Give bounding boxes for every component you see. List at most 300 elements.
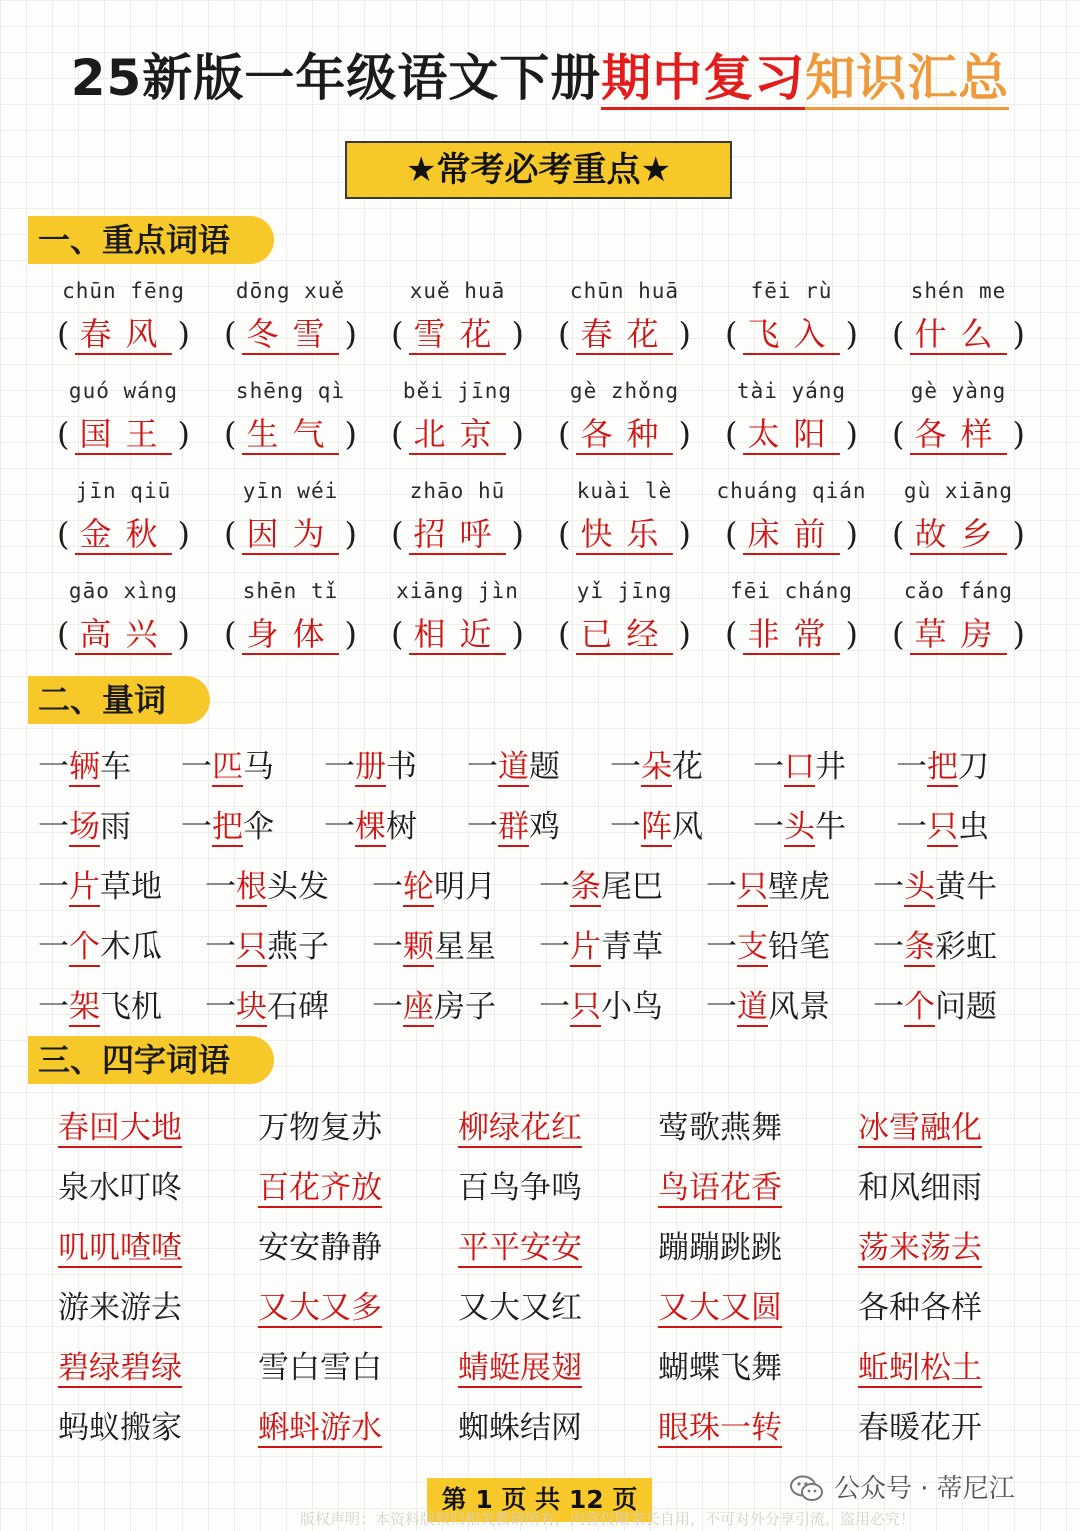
word-pinyin: gāo xìng [68,579,179,603]
idiom-row [58,1342,1058,1387]
word-bracket: ( 招呼 ) [391,515,524,553]
measure-word-prefix: 一 [38,989,69,1025]
idiom-text: 柳绿花红 [458,1110,582,1146]
word-item [541,476,708,562]
word-item [207,376,374,462]
measure-word-noun: 马 [243,749,274,785]
word-hanzi: 故乡 [910,515,1006,555]
word-pinyin: zhāo hū [409,479,506,503]
word-row [40,576,1044,662]
idiom-text: 又大又多 [258,1290,382,1326]
measure-word-noun: 星星 [434,929,496,965]
measure-word-noun: 明月 [434,869,496,905]
measure-word: 条 [904,929,935,965]
measure-word-item [372,921,539,966]
measure-word-prefix: 一 [324,809,355,845]
idiom-text: 又大又圆 [658,1290,782,1326]
word-item [374,576,541,662]
measure-word-prefix: 一 [610,749,641,785]
measure-word-noun: 刀 [958,749,989,785]
measure-word-prefix: 一 [753,809,784,845]
measure-word-prefix: 一 [181,809,212,845]
idiom-text: 各种各样 [858,1290,982,1326]
word-bracket: ( 春花 ) [558,315,691,353]
word-item [875,476,1042,562]
measure-word-prefix: 一 [706,989,737,1025]
measure-word-prefix: 一 [706,869,737,905]
word-pinyin: gù xiāng [903,479,1014,503]
word-item [374,376,541,462]
page-indicator: 第 1 页 共 12 页 [427,1478,652,1522]
word-item [541,276,708,362]
measure-word-item [38,741,181,786]
measure-word-prefix: 一 [873,989,904,1025]
idiom-item [58,1162,258,1207]
measure-word-prefix: 一 [324,749,355,785]
word-bracket: ( 飞入 ) [725,315,858,353]
idiom-text: 冰雪融化 [858,1110,982,1146]
word-hanzi: 各样 [910,415,1006,455]
word-bracket: ( 草房 ) [892,615,1025,653]
measure-word: 颗 [403,929,434,965]
section-heading-measure-words: 二、量词 [28,676,210,724]
measure-word-item [205,981,372,1026]
word-row [40,376,1044,462]
measure-word-noun: 鸡 [529,809,560,845]
measure-word: 棵 [355,809,386,845]
word-item [875,276,1042,362]
word-bracket: ( 国王 ) [57,415,190,453]
idiom-text: 万物复苏 [258,1110,382,1146]
idiom-item [658,1282,858,1327]
measure-word: 道 [737,989,768,1025]
measure-word-prefix: 一 [467,749,498,785]
measure-word-noun: 雨 [100,809,131,845]
measure-word: 群 [498,809,529,845]
idiom-text: 碧绿碧绿 [58,1350,182,1386]
measure-word-row [38,741,1048,786]
word-bracket: ( 故乡 ) [892,515,1025,553]
measure-word: 只 [927,809,958,845]
measure-word-prefix: 一 [205,929,236,965]
word-pinyin: gè yàng [910,379,1007,403]
measure-word-noun: 尾巴 [601,869,663,905]
idiom-item [858,1342,1058,1387]
measure-word-item [896,801,1039,846]
idiom-item [258,1222,458,1267]
word-hanzi: 太阳 [743,415,839,455]
word-bracket: ( 各种 ) [558,415,691,453]
measure-word: 册 [355,749,386,785]
word-row [40,476,1044,562]
measure-word: 头 [904,869,935,905]
idiom-item [658,1162,858,1207]
section-heading-key-words: 一、重点词语 [28,216,274,264]
measure-word-prefix: 一 [467,809,498,845]
measure-word-noun: 木瓜 [100,929,162,965]
word-row [40,276,1044,362]
idiom-row [58,1102,1058,1147]
measure-word-noun: 燕子 [267,929,329,965]
key-points-banner: ★常考必考重点★ [345,141,732,199]
measure-word-item [324,741,467,786]
word-item [708,376,875,462]
measure-word: 辆 [69,749,100,785]
measure-word: 把 [212,809,243,845]
word-item [40,576,207,662]
word-pinyin: yīn wéi [242,479,339,503]
measure-word-item [38,981,205,1026]
word-pinyin: kuài lè [576,479,673,503]
measure-word-noun: 风 [672,809,703,845]
word-pinyin: fēi rù [750,279,833,303]
idiom-text: 百鸟争鸣 [458,1170,582,1206]
idiom-text: 和风细雨 [858,1170,982,1206]
word-hanzi: 冬雪 [242,315,338,355]
measure-word-noun: 车 [100,749,131,785]
measure-word-noun: 书 [386,749,417,785]
measure-word: 把 [927,749,958,785]
word-hanzi: 非常 [743,615,839,655]
word-item [374,476,541,562]
word-pinyin: shēn tǐ [242,579,339,603]
measure-word-noun: 虫 [958,809,989,845]
measure-word-noun: 伞 [243,809,274,845]
word-bracket: ( 快乐 ) [558,515,691,553]
idiom-item [658,1342,858,1387]
word-bracket: ( 已经 ) [558,615,691,653]
measure-word: 道 [498,749,529,785]
word-pinyin: tài yáng [736,379,847,403]
word-pinyin: shēng qì [235,379,346,403]
measure-word: 只 [570,989,601,1025]
word-hanzi: 北京 [409,415,505,455]
measure-word-noun: 飞机 [100,989,162,1025]
measure-word-item [539,921,706,966]
idiom-item [458,1102,658,1147]
idiom-text: 蹦蹦跳跳 [658,1230,782,1266]
measure-word-prefix: 一 [181,749,212,785]
word-bracket: ( 床前 ) [725,515,858,553]
measure-word-item [205,921,372,966]
word-hanzi: 床前 [743,515,839,555]
word-hanzi: 高兴 [75,615,171,655]
measure-word-item [610,741,753,786]
word-pinyin: běi jīng [402,379,513,403]
measure-word-noun: 铅笔 [768,929,830,965]
idiom-item [258,1282,458,1327]
word-hanzi: 草房 [910,615,1006,655]
measure-word-noun: 草地 [100,869,162,905]
measure-word-prefix: 一 [38,869,69,905]
idiom-item [458,1342,658,1387]
word-hanzi: 身体 [242,615,338,655]
measure-word: 块 [236,989,267,1025]
measure-word-noun: 问题 [935,989,997,1025]
measure-word-item [873,861,1040,906]
measure-word-prefix: 一 [539,929,570,965]
word-hanzi: 相近 [409,615,505,655]
measure-word-item [753,741,896,786]
word-bracket: ( 因为 ) [224,515,357,553]
word-hanzi: 春花 [576,315,672,355]
title-highlight-orange: 知识汇总 [805,49,1009,110]
measure-word-item [610,801,753,846]
measure-word-item [753,801,896,846]
idiom-item [658,1102,858,1147]
measure-word-prefix: 一 [205,869,236,905]
idiom-item [858,1162,1058,1207]
measure-word: 口 [784,749,815,785]
measure-word-noun: 风景 [768,989,830,1025]
measure-word-noun: 黄牛 [935,869,997,905]
idiom-item [258,1402,458,1447]
measure-word: 阵 [641,809,672,845]
measure-word: 头 [784,809,815,845]
measure-word-item [706,921,873,966]
measure-word-noun: 青草 [601,929,663,965]
word-bracket: ( 高兴 ) [57,615,190,653]
idiom-text: 安安静静 [258,1230,382,1266]
measure-word-item [372,981,539,1026]
word-pinyin: chuáng qián [716,479,867,503]
word-hanzi: 什么 [910,315,1006,355]
idiom-item [458,1282,658,1327]
word-pinyin: cǎo fáng [903,579,1014,603]
measure-word-noun: 彩虹 [935,929,997,965]
idiom-item [658,1402,858,1447]
word-item [708,576,875,662]
word-bracket: ( 冬雪 ) [224,315,357,353]
idiom-item [58,1282,258,1327]
word-pinyin: dōng xuě [235,279,346,303]
measure-word-prefix: 一 [38,749,69,785]
word-bracket: ( 什么 ) [892,315,1025,353]
account-label [790,1470,1015,1508]
title-highlight-red: 期中复习 [601,49,805,110]
word-item [708,476,875,562]
measure-word-noun: 小鸟 [601,989,663,1025]
idiom-text: 蜘蛛结网 [458,1410,582,1446]
idiom-text: 平平安安 [458,1230,582,1266]
word-hanzi: 快乐 [576,515,672,555]
word-hanzi: 雪花 [409,315,505,355]
word-item [708,276,875,362]
idiom-text: 蜻蜓展翅 [458,1350,582,1386]
idiom-text: 春回大地 [58,1110,182,1146]
measure-word-prefix: 一 [372,869,403,905]
word-item [40,276,207,362]
word-hanzi: 金秋 [75,515,171,555]
measure-word: 片 [570,929,601,965]
idiom-item [258,1342,458,1387]
idiom-row [58,1282,1058,1327]
measure-word-row [38,861,1048,906]
measure-word: 个 [69,929,100,965]
measure-word-noun: 牛 [815,809,846,845]
idiom-text: 泉水叮咚 [58,1170,182,1206]
measure-word: 朵 [641,749,672,785]
word-hanzi: 春风 [75,315,171,355]
word-pinyin: gè zhǒng [569,379,680,403]
idiom-text: 蝌蚪游水 [258,1410,382,1446]
measure-word-prefix: 一 [38,809,69,845]
measure-word-prefix: 一 [873,869,904,905]
idiom-text: 莺歌燕舞 [658,1110,782,1146]
section-heading-four-character-words: 三、四字词语 [28,1036,274,1084]
measure-word-item [205,861,372,906]
word-item [541,576,708,662]
word-pinyin: xiāng jìn [396,579,519,603]
idiom-text: 眼珠一转 [658,1410,782,1446]
idiom-text: 鸟语花香 [658,1170,782,1206]
idiom-item [858,1102,1058,1147]
word-hanzi: 国王 [75,415,171,455]
word-item [207,576,374,662]
copyright-notice: 版权声明：本资料版权归相关教研所有，内容仅限家长自用，不可对外分享引流，盗用必究！ [300,1510,916,1528]
word-bracket: ( 雪花 ) [391,315,524,353]
measure-word-item [181,741,324,786]
word-bracket: ( 金秋 ) [57,515,190,553]
measure-word-prefix: 一 [205,989,236,1025]
measure-word-prefix: 一 [610,809,641,845]
measure-word-item [539,861,706,906]
measure-word-noun: 树 [386,809,417,845]
account-name: 公众号 · 蒂尼江 [834,1474,1015,1504]
measure-word: 轮 [403,869,434,905]
measure-word: 场 [69,809,100,845]
word-item [875,376,1042,462]
measure-word-noun: 房子 [434,989,496,1025]
idiom-text: 春暖花开 [858,1410,982,1446]
word-item [207,276,374,362]
measure-word-prefix: 一 [539,989,570,1025]
measure-word-noun: 石碑 [267,989,329,1025]
word-bracket: ( 生气 ) [224,415,357,453]
measure-word-prefix: 一 [896,749,927,785]
measure-word-item [38,921,205,966]
idiom-item [858,1282,1058,1327]
measure-word-item [324,801,467,846]
idiom-item [458,1162,658,1207]
word-pinyin: chūn huā [569,279,680,303]
idiom-item [58,1402,258,1447]
idiom-item [258,1102,458,1147]
measure-word-prefix: 一 [38,929,69,965]
measure-word-prefix: 一 [753,749,784,785]
wechat-icon [790,1475,824,1503]
idiom-item [658,1222,858,1267]
idiom-item [58,1102,258,1147]
idiom-item [58,1222,258,1267]
measure-word-row [38,801,1048,846]
idiom-row [58,1222,1058,1267]
word-pinyin: shén me [910,279,1007,303]
measure-word: 只 [737,869,768,905]
word-item [541,376,708,462]
measure-word-row [38,921,1048,966]
word-hanzi: 飞入 [743,315,839,355]
idiom-text: 雪白雪白 [258,1350,382,1386]
measure-word: 架 [69,989,100,1025]
measure-word: 座 [403,989,434,1025]
measure-word: 根 [236,869,267,905]
measure-word-item [38,861,205,906]
word-item [207,476,374,562]
word-pinyin: guó wáng [68,379,179,403]
measure-word: 片 [69,869,100,905]
measure-word-item [467,741,610,786]
idiom-text: 蝴蝶飞舞 [658,1350,782,1386]
measure-word: 匹 [212,749,243,785]
measure-word-prefix: 一 [896,809,927,845]
measure-word: 个 [904,989,935,1025]
word-item [40,376,207,462]
idiom-text: 百花齐放 [258,1170,382,1206]
measure-word-prefix: 一 [873,929,904,965]
measure-word-item [467,801,610,846]
idiom-item [258,1162,458,1207]
measure-word-row [38,981,1048,1026]
word-hanzi: 招呼 [409,515,505,555]
measure-word-item [873,921,1040,966]
idiom-text: 蚂蚁搬家 [58,1410,182,1446]
title-main: 25新版一年级语文下册 [70,49,602,107]
word-item [40,476,207,562]
idiom-item [458,1402,658,1447]
idiom-text: 又大又红 [458,1290,582,1326]
word-pinyin: chūn fēng [62,279,185,303]
measure-word-item [38,801,181,846]
measure-word-item [706,981,873,1026]
word-bracket: ( 相近 ) [391,615,524,653]
word-pinyin: xuě huā [409,279,506,303]
page-title [0,38,1080,110]
word-bracket: ( 身体 ) [224,615,357,653]
measure-word-noun: 题 [529,749,560,785]
idiom-row [58,1162,1058,1207]
measure-word-prefix: 一 [539,869,570,905]
measure-word-noun: 井 [815,749,846,785]
measure-word-prefix: 一 [372,929,403,965]
word-pinyin: yǐ jīng [576,579,673,603]
word-hanzi: 各种 [576,415,672,455]
measure-word-item [896,741,1039,786]
idiom-item [858,1402,1058,1447]
measure-word-noun: 头发 [267,869,329,905]
idiom-text: 叽叽喳喳 [58,1230,182,1266]
word-bracket: ( 春风 ) [57,315,190,353]
word-hanzi: 因为 [242,515,338,555]
measure-word-prefix: 一 [372,989,403,1025]
idiom-row [58,1402,1058,1447]
word-hanzi: 生气 [242,415,338,455]
idiom-text: 游来游去 [58,1290,182,1326]
measure-word-item [372,861,539,906]
word-pinyin: jīn qiū [75,479,172,503]
word-pinyin: fēi cháng [730,579,853,603]
measure-word-item [706,861,873,906]
measure-word: 条 [570,869,601,905]
word-bracket: ( 太阳 ) [725,415,858,453]
word-bracket: ( 非常 ) [725,615,858,653]
word-item [875,576,1042,662]
idiom-item [58,1342,258,1387]
measure-word-item [181,801,324,846]
word-hanzi: 已经 [576,615,672,655]
word-item [374,276,541,362]
measure-word-prefix: 一 [706,929,737,965]
